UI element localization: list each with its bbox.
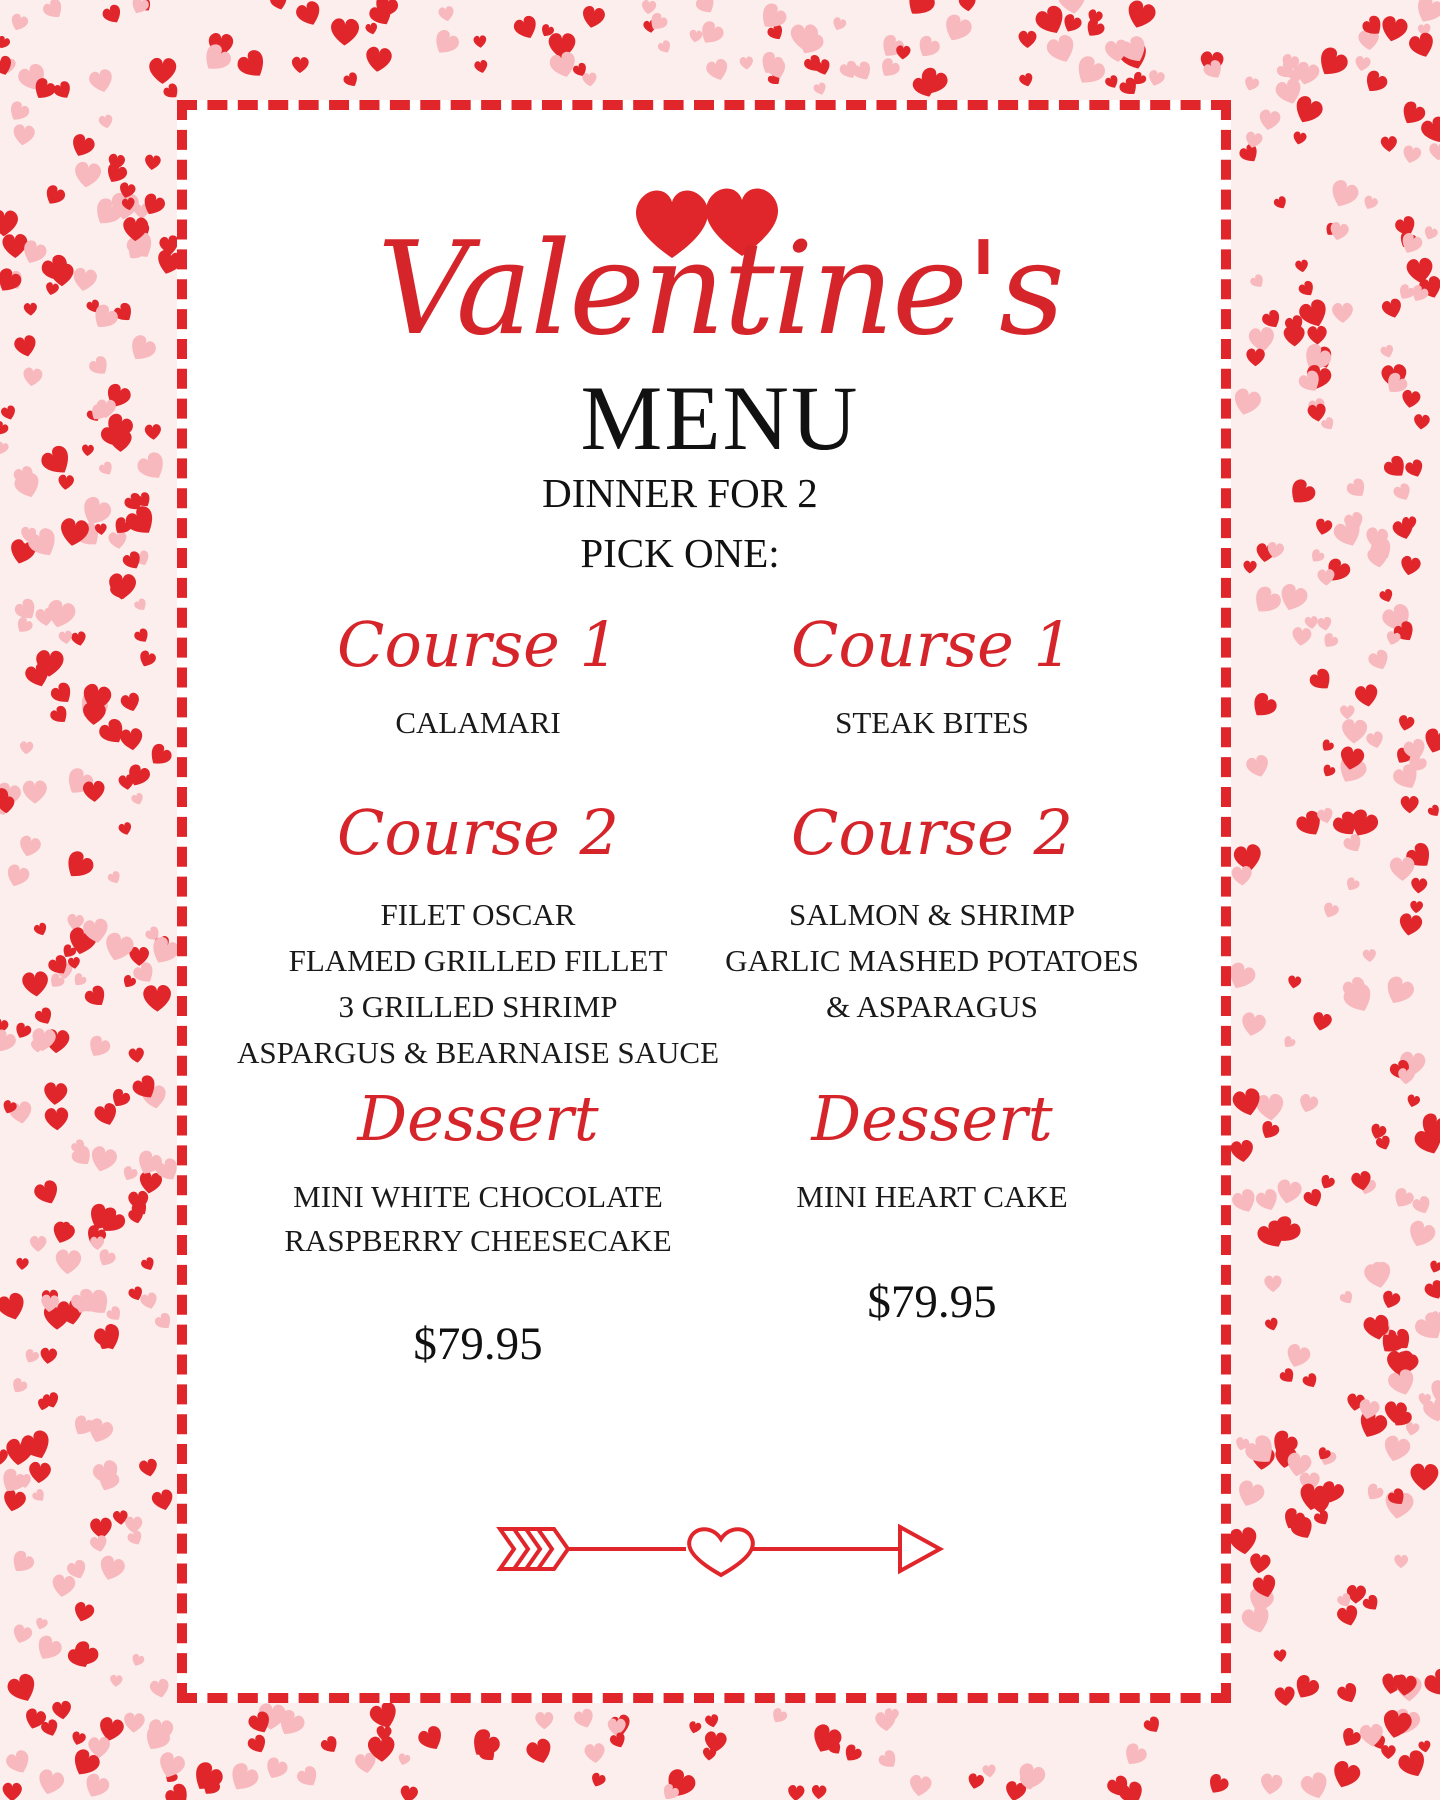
dessert-item: MINI HEART CAKE <box>796 1179 1068 1214</box>
confetti-heart-icon <box>1379 15 1409 45</box>
course-2-item: FLAMED GRILLED FILLET <box>288 943 668 978</box>
confetti-heart-icon <box>52 1700 73 1720</box>
confetti-heart-icon <box>1381 974 1417 1009</box>
confetti-heart-icon <box>24 303 38 316</box>
confetti-heart-icon <box>1231 866 1252 887</box>
confetti-heart-icon <box>1237 142 1261 166</box>
confetti-heart-icon <box>1291 1673 1322 1704</box>
confetti-heart-icon <box>1307 666 1336 694</box>
confetti-heart-icon <box>83 780 106 802</box>
confetti-heart-icon <box>1404 458 1426 480</box>
course-2-item: GARLIC MASHED POTATOES <box>725 943 1139 978</box>
confetti-heart-icon <box>0 420 10 439</box>
confetti-heart-icon <box>125 332 159 365</box>
confetti-heart-icon <box>122 503 160 541</box>
course-1-heading: Course 1 <box>337 608 619 681</box>
confetti-heart-icon <box>48 704 71 727</box>
confetti-heart-icon <box>130 792 145 807</box>
course-2-item: FILET OSCAR <box>380 897 576 932</box>
confetti-heart-icon <box>71 631 88 648</box>
confetti-heart-icon <box>1234 1478 1267 1510</box>
confetti-heart-icon <box>1411 1195 1433 1217</box>
confetti-heart-icon <box>98 460 116 478</box>
confetti-heart-icon <box>1255 1093 1285 1122</box>
confetti-heart-icon <box>1299 1770 1332 1800</box>
confetti-heart-icon <box>1366 648 1392 673</box>
confetti-heart-icon <box>17 834 43 859</box>
confetti-heart-icon <box>105 1305 125 1324</box>
cupid-arrow-icon <box>496 1515 946 1583</box>
confetti-heart-icon <box>1338 1726 1363 1750</box>
confetti-heart-icon <box>1406 1094 1421 1109</box>
confetti-heart-icon <box>1365 730 1385 750</box>
confetti-heart-icon <box>70 1730 87 1746</box>
confetti-heart-icon <box>1392 482 1414 504</box>
price-label: $79.95 <box>413 1318 543 1370</box>
dessert-item: MINI WHITE CHOCOLATE <box>293 1179 663 1214</box>
confetti-heart-icon <box>1421 1666 1440 1703</box>
confetti-heart-icon <box>1291 627 1312 647</box>
confetti-heart-icon <box>1320 631 1340 651</box>
confetti-heart-icon <box>1401 144 1423 165</box>
confetti-heart-icon <box>1386 1367 1418 1398</box>
menu-title-script: Valentine's <box>377 215 1063 364</box>
confetti-heart-icon <box>1410 900 1424 913</box>
confetti-heart-icon <box>1205 1772 1231 1798</box>
confetti-heart-icon <box>13 1021 33 1041</box>
confetti-heart-icon <box>101 931 136 965</box>
confetti-heart-icon <box>31 1488 48 1505</box>
confetti-heart-icon <box>32 1633 64 1665</box>
confetti-heart-icon <box>1245 753 1272 780</box>
confetti-heart-icon <box>1297 1093 1320 1115</box>
confetti-heart-icon <box>1304 616 1319 630</box>
course-1-item: STEAK BITES <box>835 705 1029 740</box>
confetti-heart-icon <box>1274 1686 1296 1707</box>
confetti-heart-icon <box>129 0 151 17</box>
menu-title: MENU <box>580 367 860 469</box>
confetti-heart-icon <box>1354 683 1380 708</box>
confetti-heart-icon <box>34 1617 49 1631</box>
confetti-heart-icon <box>55 1249 82 1275</box>
confetti-heart-icon <box>149 1678 171 1700</box>
confetti-heart-icon <box>1312 1509 1332 1528</box>
confetti-heart-icon <box>22 367 43 388</box>
confetti-heart-icon <box>144 424 161 441</box>
confetti-heart-icon <box>1317 569 1335 586</box>
confetti-heart-icon <box>1418 1740 1432 1754</box>
confetti-heart-icon <box>1380 344 1396 359</box>
confetti-heart-icon <box>82 983 110 1010</box>
confetti-heart-icon <box>1318 1173 1336 1191</box>
confetti-heart-icon <box>1281 1035 1297 1051</box>
confetti-heart-icon <box>0 1291 28 1324</box>
confetti-heart-icon <box>71 972 88 989</box>
confetti-heart-icon <box>43 1082 68 1106</box>
confetti-heart-icon <box>1246 348 1265 366</box>
confetti-heart-icon <box>5 1671 41 1706</box>
confetti-heart-icon <box>1259 1773 1283 1796</box>
confetti-heart-icon <box>1378 588 1395 604</box>
confetti-heart-icon <box>1272 195 1288 211</box>
confetti-heart-icon <box>22 1348 40 1366</box>
confetti-heart-icon <box>1273 1649 1287 1663</box>
confetti-heart-icon <box>38 443 76 481</box>
confetti-heart-icon <box>0 404 18 421</box>
dessert-heading: Dessert <box>357 1082 599 1155</box>
confetti-heart-icon <box>119 728 144 752</box>
confetti-heart-icon <box>1228 1526 1259 1556</box>
confetti-heart-icon <box>88 68 116 95</box>
confetti-heart-icon <box>1361 68 1390 97</box>
confetti-heart-icon <box>1429 143 1440 161</box>
confetti-heart-icon <box>128 1047 145 1064</box>
confetti-heart-icon <box>1345 476 1370 501</box>
confetti-heart-icon <box>2 1783 22 1800</box>
confetti-heart-icon <box>1311 1011 1333 1033</box>
confetti-heart-icon <box>1258 109 1282 132</box>
confetti-heart-icon <box>1428 1260 1440 1275</box>
confetti-heart-icon <box>1248 584 1284 620</box>
course-2-heading: Course 2 <box>791 796 1073 869</box>
confetti-heart-icon <box>1335 1604 1360 1629</box>
confetti-heart-icon <box>1320 416 1337 433</box>
confetti-heart-icon <box>88 1144 119 1174</box>
confetti-heart-icon <box>7 1548 36 1577</box>
confetti-heart-icon <box>139 1291 159 1311</box>
confetti-heart-icon <box>1380 1289 1402 1311</box>
confetti-heart-icon <box>10 1623 34 1646</box>
confetti-heart-icon <box>1321 763 1337 779</box>
confetti-heart-icon <box>89 1534 109 1553</box>
confetti-heart-icon <box>1401 796 1419 813</box>
confetti-heart-icon <box>61 848 97 884</box>
confetti-heart-icon <box>130 1653 145 1668</box>
confetti-heart-icon <box>35 607 56 627</box>
confetti-heart-icon <box>1362 949 1376 963</box>
confetti-heart-icon <box>16 1258 29 1271</box>
confetti-heart-icon <box>1343 876 1361 893</box>
confetti-heart-icon <box>0 210 18 237</box>
confetti-heart-icon <box>1278 1367 1298 1386</box>
confetti-heart-icon <box>1361 194 1379 212</box>
confetti-heart-icon <box>108 573 136 600</box>
course-2-item: 3 GRILLED SHRIMP <box>338 989 618 1024</box>
confetti-heart-icon <box>72 1601 96 1625</box>
confetti-heart-icon <box>1413 414 1430 431</box>
confetti-heart-icon <box>101 3 125 27</box>
confetti-heart-icon <box>143 985 171 1012</box>
confetti-heart-icon <box>32 1178 62 1208</box>
confetti-heart-icon <box>13 615 34 636</box>
confetti-heart-icon <box>1295 259 1310 273</box>
course-2-item: SALMON & SHRIMP <box>789 897 1075 932</box>
confetti-heart-icon <box>1338 1289 1355 1306</box>
confetti-heart-icon <box>1400 389 1421 409</box>
confetti-heart-icon <box>0 266 24 297</box>
confetti-heart-icon <box>1321 901 1341 920</box>
confetti-heart-icon <box>42 183 68 208</box>
confetti-heart-icon <box>1247 690 1279 722</box>
confetti-heart-icon <box>1381 1434 1413 1465</box>
confetti-heart-icon <box>1248 1553 1271 1575</box>
confetti-heart-icon <box>33 922 49 938</box>
confetti-heart-icon <box>1301 1372 1320 1391</box>
confetti-heart-icon <box>108 531 128 551</box>
confetti-heart-icon <box>1397 912 1423 938</box>
confetti-heart-icon <box>119 691 142 713</box>
confetti-heart-icon <box>1302 1187 1325 1209</box>
confetti-heart-icon <box>1317 616 1333 632</box>
confetti-heart-icon <box>98 114 114 130</box>
confetti-heart-icon <box>1411 0 1440 28</box>
confetti-heart-icon <box>58 474 75 490</box>
confetti-heart-icon <box>44 281 59 296</box>
confetti-heart-icon <box>144 154 161 171</box>
confetti-heart-icon <box>39 1347 57 1365</box>
confetti-heart-icon <box>51 1574 77 1599</box>
confetti-heart-icon <box>0 35 11 51</box>
confetti-heart-icon <box>1329 1759 1363 1792</box>
confetti-heart-icon <box>1264 1275 1282 1292</box>
confetti-heart-icon <box>149 58 176 84</box>
confetti-heart-icon <box>30 1236 47 1252</box>
confetti-heart-icon <box>1380 136 1397 152</box>
confetti-heart-icon <box>145 741 174 770</box>
confetti-heart-icon <box>1243 560 1257 573</box>
confetti-heart-icon <box>1313 44 1351 82</box>
confetti-heart-icon <box>1332 303 1353 323</box>
confetti-heart-icon <box>0 441 9 456</box>
confetti-heart-icon <box>1308 548 1326 566</box>
confetti-heart-icon <box>28 1461 52 1484</box>
confetti-heart-icon <box>1340 705 1355 719</box>
confetti-heart-icon <box>120 1165 139 1184</box>
confetti-heart-icon <box>106 870 122 886</box>
confetti-heart-icon <box>9 1376 29 1396</box>
confetti-heart-icon <box>1230 1187 1260 1216</box>
confetti-heart-icon <box>1319 738 1335 754</box>
confetti-heart-icon <box>1390 857 1415 881</box>
confetti-heart-icon <box>8 12 29 33</box>
price-label: $79.95 <box>867 1276 997 1328</box>
course-2-item: ASPARGUS & BEARNAISE SAUCE <box>236 1035 720 1070</box>
confetti-heart-icon <box>138 1458 159 1479</box>
confetti-heart-icon <box>1394 1555 1408 1569</box>
dessert-item: RASPBERRY CHEESECAKE <box>284 1223 672 1258</box>
confetti-heart-icon <box>1326 178 1361 212</box>
confetti-heart-icon <box>22 971 50 998</box>
confetti-heart-icon <box>150 1488 175 1513</box>
confetti-heart-icon <box>1426 803 1440 819</box>
confetti-heart-icon <box>52 79 75 102</box>
confetti-heart-icon <box>134 449 170 484</box>
confetti-heart-icon <box>1307 326 1327 345</box>
confetti-heart-icon <box>1423 1278 1440 1302</box>
confetti-heart-icon <box>1 1488 27 1514</box>
confetti-heart-icon <box>0 1027 18 1056</box>
confetti-heart-icon <box>50 1220 77 1246</box>
confetti-heart-icon <box>81 1771 112 1800</box>
confetti-heart-icon <box>162 82 182 102</box>
confetti-heart-icon <box>133 597 149 613</box>
confetti-heart-icon <box>1380 1708 1413 1740</box>
confetti-heart-icon <box>1399 555 1422 578</box>
confetti-heart-icon <box>1410 877 1427 894</box>
confetti-heart-icon <box>88 1737 110 1758</box>
confetti-heart-icon <box>1292 131 1308 146</box>
pick-one-label: PICK ONE: <box>580 530 780 576</box>
confetti-heart-icon <box>81 444 94 456</box>
confetti-heart-icon <box>3 863 31 890</box>
confetti-heart-icon <box>33 1006 55 1028</box>
confetti-heart-icon <box>140 1256 157 1273</box>
confetti-heart-icon <box>41 0 67 22</box>
confetti-heart-icon <box>1380 297 1404 320</box>
confetti-heart-icon <box>1258 1119 1282 1142</box>
confetti-heart-icon <box>96 1554 127 1584</box>
confetti-heart-icon <box>1254 1187 1281 1214</box>
confetti-heart-icon <box>1239 1011 1267 1038</box>
confetti-heart-icon <box>1341 719 1367 744</box>
confetti-heart-icon <box>1397 1068 1415 1085</box>
confetti-heart-icon <box>71 267 98 293</box>
confetti-heart-icon <box>73 161 102 189</box>
confetti-heart-icon <box>85 1034 113 1062</box>
confetti-heart-icon <box>1405 1218 1438 1250</box>
confetti-heart-icon <box>87 354 112 379</box>
confetti-heart-icon <box>1231 387 1263 418</box>
confetti-heart-icon <box>133 627 152 646</box>
confetti-heart-icon <box>44 1107 69 1131</box>
confetti-heart-icon <box>1287 975 1302 990</box>
confetti-heart-icon <box>13 334 39 359</box>
confetti-heart-icon <box>1341 832 1365 856</box>
confetti-heart-icon <box>1283 1342 1312 1371</box>
confetti-heart-icon <box>68 132 97 160</box>
confetti-heart-icon <box>1285 476 1319 510</box>
confetti-heart-icon <box>58 630 73 645</box>
confetti-heart-icon <box>162 1781 193 1800</box>
confetti-heart-icon <box>153 1311 175 1333</box>
dinner-for-two-label: DINNER FOR 2 <box>542 470 818 516</box>
confetti-heart-icon <box>1396 1748 1430 1782</box>
confetti-heart-icon <box>1307 403 1328 423</box>
course-1-item: CALAMARI <box>395 705 561 740</box>
confetti-heart-icon <box>137 649 158 669</box>
confetti-heart-icon <box>123 1712 145 1733</box>
confetti-heart-icon <box>1230 1139 1255 1163</box>
confetti-heart-icon <box>1381 1745 1396 1759</box>
confetti-heart-icon <box>1335 1681 1360 1706</box>
confetti-heart-icon <box>1422 225 1439 242</box>
confetti-heart-icon <box>118 821 134 836</box>
course-1-heading: Course 1 <box>791 608 1073 681</box>
confetti-heart-icon <box>1297 297 1332 331</box>
confetti-heart-icon <box>1363 1260 1394 1290</box>
confetti-heart-icon <box>1397 714 1416 732</box>
confetti-heart-icon <box>1354 55 1372 72</box>
confetti-heart-icon <box>1363 1482 1385 1504</box>
confetti-heart-icon <box>6 99 32 125</box>
confetti-heart-icon <box>1242 75 1260 93</box>
confetti-heart-icon <box>0 1449 8 1464</box>
confetti-heart-icon <box>1421 727 1440 757</box>
confetti-heart-icon <box>125 1517 142 1534</box>
confetti-heart-icon <box>19 741 33 755</box>
confetti-heart-icon <box>1410 1463 1438 1490</box>
course-2-heading: Course 2 <box>337 796 619 869</box>
confetti-heart-icon <box>12 123 36 146</box>
confetti-heart-icon <box>1274 1178 1303 1206</box>
confetti-heart-icon <box>1297 279 1317 299</box>
confetti-heart-icon <box>1249 273 1267 291</box>
confetti-heart-icon <box>1407 31 1437 61</box>
confetti-heart-icon <box>4 1748 34 1777</box>
confetti-heart-icon <box>1264 1317 1280 1333</box>
confetti-heart-icon <box>48 680 76 708</box>
confetti-heart-icon <box>110 1674 123 1687</box>
confetti-heart-icon <box>1314 518 1333 537</box>
confetti-heart-icon <box>35 1768 66 1798</box>
dessert-heading: Dessert <box>811 1082 1053 1155</box>
confetti-heart-icon <box>1390 1186 1416 1212</box>
confetti-heart-icon <box>1419 114 1440 146</box>
confetti-heart-icon <box>23 780 47 803</box>
confetti-heart-icon <box>1276 582 1309 615</box>
course-2-item: & ASPARAGUS <box>826 989 1038 1024</box>
confetti-heart-icon <box>2 234 28 259</box>
confetti-heart-icon <box>95 1248 117 1270</box>
